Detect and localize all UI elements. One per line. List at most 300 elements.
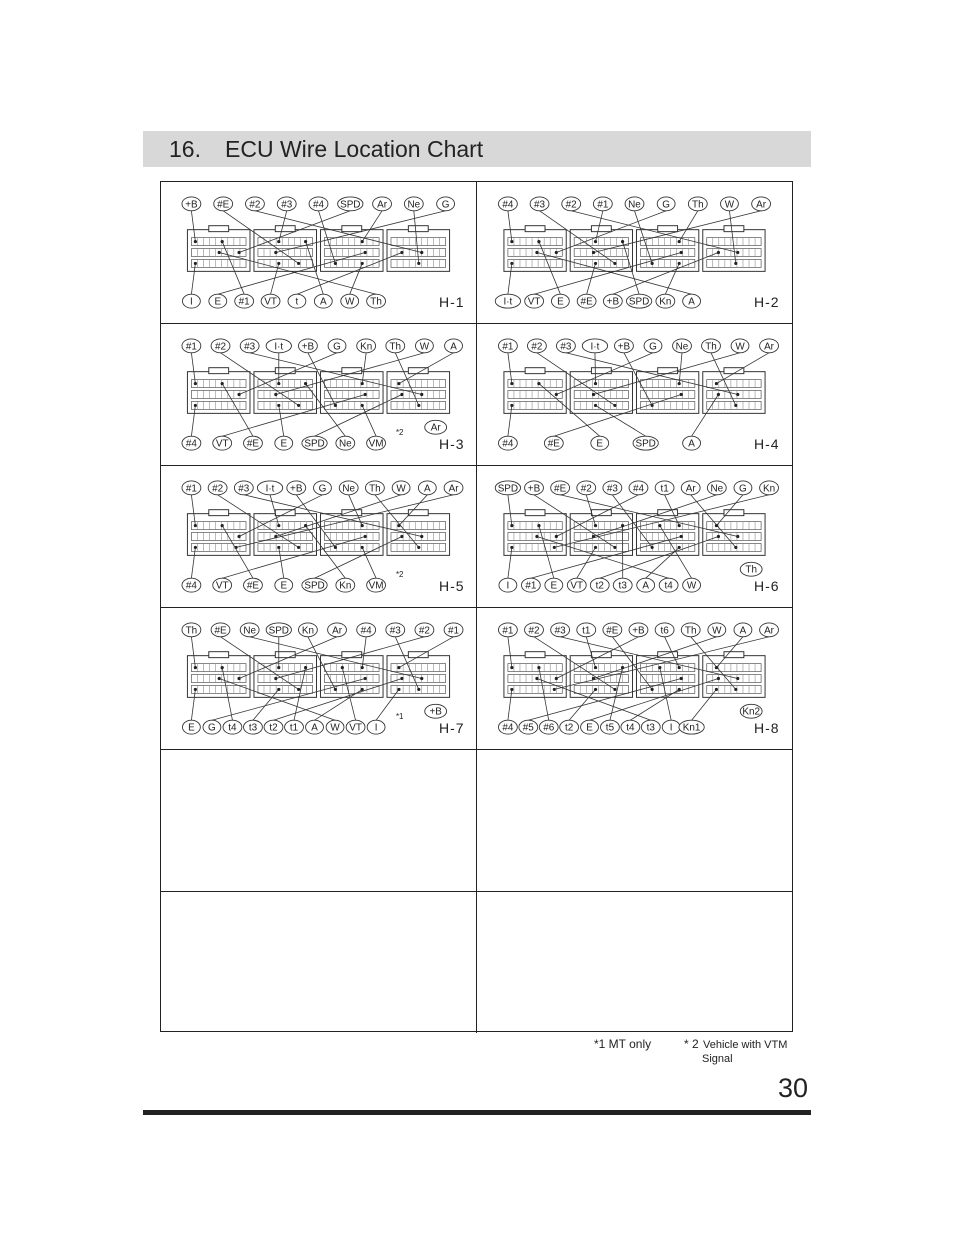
pin-dot [678,240,681,243]
terminal-label: #4 [185,580,197,592]
pin-dot [555,677,558,680]
terminal-label: #3 [554,625,566,637]
terminal-label: Ar [764,625,774,637]
terminal-label: #3 [281,199,293,211]
terminal-label: I [669,722,673,734]
pin-dot [417,688,420,691]
connector-block [254,514,317,556]
page-number: 30 [778,1073,809,1103]
terminal-label: SPD [635,438,656,450]
terminal-label: t2 [595,580,604,592]
terminal-label: #E [580,296,593,308]
terminal-label: G [318,483,327,495]
terminal-label: +B [290,483,303,495]
pin-dot [304,666,307,669]
terminal-label: VT [264,296,277,308]
pin-dot [277,546,280,549]
terminal-label: E [550,580,558,592]
connector-block [703,372,765,414]
pin-dot [417,404,420,407]
terminal-label: Th [745,564,757,576]
pin-dot [274,251,277,254]
terminal-label: Ne [342,483,356,495]
terminal-label: #3 [238,483,250,495]
terminal-label: t2 [564,722,574,734]
terminal-label: t3 [248,722,258,734]
connector-tab [724,226,744,232]
connector-tab [342,368,362,374]
pin-dot [510,666,513,669]
terminal-label: Th [692,199,704,211]
pin-dot [510,382,513,385]
pin-dot [510,240,513,243]
pin-dot [334,546,337,549]
terminal-label: Ar [448,483,459,495]
bottom-rule [143,1110,811,1115]
terminal-label: #E [554,483,567,495]
terminal-label: A [642,580,649,592]
pin-dot [277,240,280,243]
pin-dot [613,262,616,265]
pin-dot [678,382,681,385]
terminal-label: #5 [522,722,534,734]
terminal-label: Th [389,341,402,353]
terminal-label: #1 [185,341,197,353]
pin-dot [334,262,337,265]
terminal-label: Ne [675,341,689,353]
terminal-label: #2 [528,625,540,637]
terminal-label: Th [705,341,717,353]
pin-dot [736,393,739,396]
connector-block [636,372,698,414]
connector-diagram [161,182,476,323]
pin-dot [417,546,420,549]
connector-block [504,372,566,414]
empty-panel [161,750,477,892]
terminal-label: Kn2 [742,706,760,718]
connector-tab [724,510,744,516]
pin-dot [361,524,364,527]
connector-panel-h-1 [161,182,477,324]
terminal-label: #E [214,625,227,637]
pin-dot [715,524,718,527]
terminal-label: Ne [710,483,724,495]
terminal-label: VT [215,438,229,450]
terminal-label: #3 [244,341,256,353]
terminal-label: t5 [605,722,615,734]
terminal-label: A [739,625,747,637]
terminal-label: W [686,580,697,592]
terminal-label: G [649,341,657,353]
connector-tab [658,226,678,232]
terminal-label: #E [246,438,260,450]
terminal-label: SPD [304,438,325,450]
connector-block [504,514,566,556]
pin-dot [221,240,224,243]
terminal-label: E [280,580,288,592]
terminal-label: Kn [762,483,776,495]
terminal-label: #1 [502,625,514,637]
pin-dot [594,404,597,407]
connector-id: H-1 [439,294,465,310]
terminal-label: #4 [312,199,325,211]
pin-dot [736,535,739,538]
pin-dot [594,546,597,549]
pin-dot [680,677,683,680]
terminal-label: Kn [360,341,373,353]
pin-dot [621,240,624,243]
pin-dot [537,240,540,243]
connector-diagram [477,324,792,465]
terminal-label: #6 [543,722,555,734]
pin-dot [537,382,540,385]
terminal-label: W [345,296,355,308]
terminal-label: Th [185,625,198,637]
connector-tab [591,368,611,374]
terminal-label: A [424,483,431,495]
terminal-label: +B [527,483,541,495]
terminal-label: SPD [340,199,361,211]
pin-dot [364,393,367,396]
connector-block [187,372,250,414]
connector-id: H-6 [754,578,780,594]
terminal-label: t2 [269,722,278,734]
terminal-label: +B [606,296,620,308]
pin-dot [194,382,197,385]
terminal-label: VT [349,722,362,734]
pin-dot [717,251,720,254]
terminal-label: Kn [339,580,352,592]
connector-tab [275,368,295,374]
terminal-label: Kn [659,296,672,308]
terminal-label: VT [527,296,541,308]
terminal-label: VT [215,580,229,592]
connector-block [187,656,250,698]
connector-id: H-3 [439,436,465,452]
pin-dot [334,404,337,407]
pin-dot [397,524,400,527]
terminal-label: #E [246,580,260,592]
terminal-label: W [724,199,735,211]
connector-id: H-5 [439,578,465,594]
connector-block [254,656,317,698]
pin-dot [364,535,367,538]
empty-panel [477,750,792,892]
terminal-label: A [320,296,327,308]
terminal-label: #4 [502,199,514,211]
pin-dot [651,688,654,691]
terminal-label: E [586,722,593,734]
connector-tab [525,510,545,516]
pin-dot [594,262,597,265]
terminal-label: #3 [389,625,401,637]
pin-dot [304,240,307,243]
pin-dot [194,262,197,265]
pin-dot [274,393,277,396]
pin-dot [594,524,597,527]
pin-dot [658,524,661,527]
terminal-label: VT [570,580,584,592]
terminal-label: #2 [580,483,592,495]
pin-dot [736,251,739,254]
connector-tab [591,510,611,516]
terminal-label: A [688,296,695,308]
pin-dot [297,688,300,691]
pin-dot [361,262,364,265]
pin-dot [613,546,616,549]
pin-dot [736,677,739,680]
terminal-label: #4 [632,483,644,495]
empty-panel [477,892,792,1033]
terminal-label: SPD [628,296,650,308]
pin-dot [717,535,720,538]
terminal-label: #2 [531,341,543,353]
pin-dot [553,688,556,691]
pin-dot [361,546,364,549]
connector-diagram [161,608,476,749]
pin-dot [297,404,300,407]
pin-dot [277,688,280,691]
pin-dot [594,666,597,669]
pin-dot [304,524,307,527]
pin-dot [594,240,597,243]
footnote-vtm-mark: * 2 [684,1037,699,1051]
terminal-label: #1 [525,580,537,592]
pin-dot [420,677,423,680]
pin-dot [555,393,558,396]
terminal-label: Ar [332,625,342,637]
pin-dot [194,688,197,691]
terminal-label: #2 [565,199,577,211]
pin-dot [613,404,616,407]
connector-tab [591,652,611,658]
pin-dot [237,393,240,396]
terminal-label: #1 [185,483,197,495]
pin-dot [678,546,681,549]
connector-diagram [477,608,792,749]
connector-diagram [477,182,792,323]
terminal-label: E [557,296,564,308]
terminal-label: t4 [228,722,237,734]
pin-dot [397,688,400,691]
terminal-label: #4 [185,438,197,450]
pin-dot [334,688,337,691]
terminal-label: #1 [597,199,609,211]
terminal-label: E [188,722,195,734]
pin-dot [221,382,224,385]
terminal-label: VM [368,580,384,592]
pin-dot [510,546,513,549]
pin-dot [194,240,197,243]
empty-panel [161,892,477,1033]
pin-dot [678,524,681,527]
connector-block [254,372,317,414]
terminal-label: Ar [430,422,441,434]
pin-dot [361,688,364,691]
connector-tab [658,510,678,516]
connector-diagram [161,324,476,465]
pin-dot [678,262,681,265]
terminal-label: Kn1 [682,722,701,734]
terminal-label: I·t [274,341,284,353]
pin-dot [680,251,683,254]
connector-tab [342,510,362,516]
terminal-label: t4 [626,722,635,734]
section-number: 16. [169,136,201,162]
connector-panel-h-3 [161,324,477,466]
pin-dot [553,546,556,549]
connector-tab [591,226,611,232]
terminal-label: G [739,483,747,495]
connector-tab [525,652,545,658]
connector-block [387,372,450,414]
connector-block [504,656,566,698]
pin-dot [397,666,400,669]
pin-dot [594,382,597,385]
terminal-label: t3 [646,722,655,734]
terminal-label: Ar [377,199,388,211]
pin-dot [510,524,513,527]
pin-dot [361,240,364,243]
pin-dot [297,546,300,549]
terminal-label: SPD [304,580,325,592]
terminal-label: #E [547,438,560,450]
footnote-marker: *1 [395,712,404,722]
terminal-label: #1 [448,625,460,637]
pin-dot [277,524,280,527]
connector-tab [658,652,678,658]
terminal-label: I [374,722,378,734]
terminal-label: Kn [301,625,314,637]
terminal-label: #4 [502,722,514,734]
terminal-label: SPD [268,625,289,637]
terminal-label: #2 [249,199,261,211]
connector-tab [275,510,295,516]
pin-dot [537,524,540,527]
pin-dot [420,393,423,396]
connector-block [320,230,383,272]
terminal-label: +B [301,341,315,353]
terminal-label: I·t [590,341,600,353]
terminal-label: W [396,483,406,495]
terminal-label: #4 [360,625,372,637]
terminal-label: W [330,722,340,734]
pin-dot [510,404,513,407]
terminal-label: #2 [418,625,430,637]
terminal-label: #1 [502,341,514,353]
terminal-label: SPD [497,483,519,495]
terminal-label: #3 [606,483,618,495]
connector-block [387,656,450,698]
terminal-label: A [311,722,318,734]
pin-dot [594,688,597,691]
pin-dot [361,666,364,669]
pin-dot [400,251,403,254]
connector-block [187,230,250,272]
pin-dot [237,251,240,254]
terminal-label: t6 [660,625,669,637]
terminal-label: Th [369,483,381,495]
pin-dot [218,677,221,680]
terminal-label: t3 [618,580,627,592]
pin-dot [364,677,367,680]
terminal-label: E [596,438,604,450]
pin-dot [400,677,403,680]
terminal-label: Ne [338,438,352,450]
terminal-label: G [441,199,450,211]
pin-dot [361,382,364,385]
pin-dot [680,535,683,538]
connector-tab [209,368,229,374]
pin-dot [592,251,595,254]
terminal-label: #3 [534,199,546,211]
pin-dot [304,382,307,385]
terminal-label: #2 [212,483,224,495]
pin-dot [277,404,280,407]
pin-dot [274,677,277,680]
terminal-label: #E [606,625,619,637]
footnote-vtm-text: Vehicle with VTM [703,1039,788,1051]
terminal-label: #3 [560,341,572,353]
pin-dot [400,393,403,396]
connector-block [570,656,632,698]
pin-dot [621,666,624,669]
pin-dot [277,382,280,385]
terminal-label: A [450,341,457,353]
pin-dot [734,262,737,265]
connector-block [187,514,250,556]
terminal-label: #4 [502,438,514,450]
connector-id: H-7 [439,720,465,736]
pin-dot [417,262,420,265]
connector-block [504,230,566,272]
terminal-label: t4 [664,580,673,592]
connector-tab [209,652,229,658]
footnote-vtm-signal: Signal [702,1053,733,1065]
connector-block [636,230,698,272]
connector-tab [209,226,229,232]
terminal-label: G [662,199,671,211]
pin-dot [510,262,513,265]
pin-dot [678,666,681,669]
terminal-label: W [735,341,745,353]
connector-tab [724,368,744,374]
terminal-label: E [280,438,288,450]
pin-dot [734,404,737,407]
connector-panel-h-5 [161,466,477,608]
connector-tab [209,510,229,516]
terminal-label: #E [217,199,230,211]
footnote-marker: *2 [395,570,404,580]
pin-dot [734,688,737,691]
pin-dot [194,404,197,407]
pin-dot [717,677,720,680]
connector-panel-h-7 [161,608,477,750]
connector-panel-h-2 [477,182,792,324]
pin-dot [420,535,423,538]
terminal-label: t1 [660,483,669,495]
pin-dot [555,535,558,538]
pin-dot [621,524,624,527]
connector-tab [525,368,545,374]
connector-tab [275,226,295,232]
pin-dot [535,535,538,538]
pin-dot [218,251,221,254]
terminal-label: G [333,341,341,353]
terminal-label: A [688,438,695,450]
pin-dot [194,546,197,549]
connector-diagram [161,466,476,607]
